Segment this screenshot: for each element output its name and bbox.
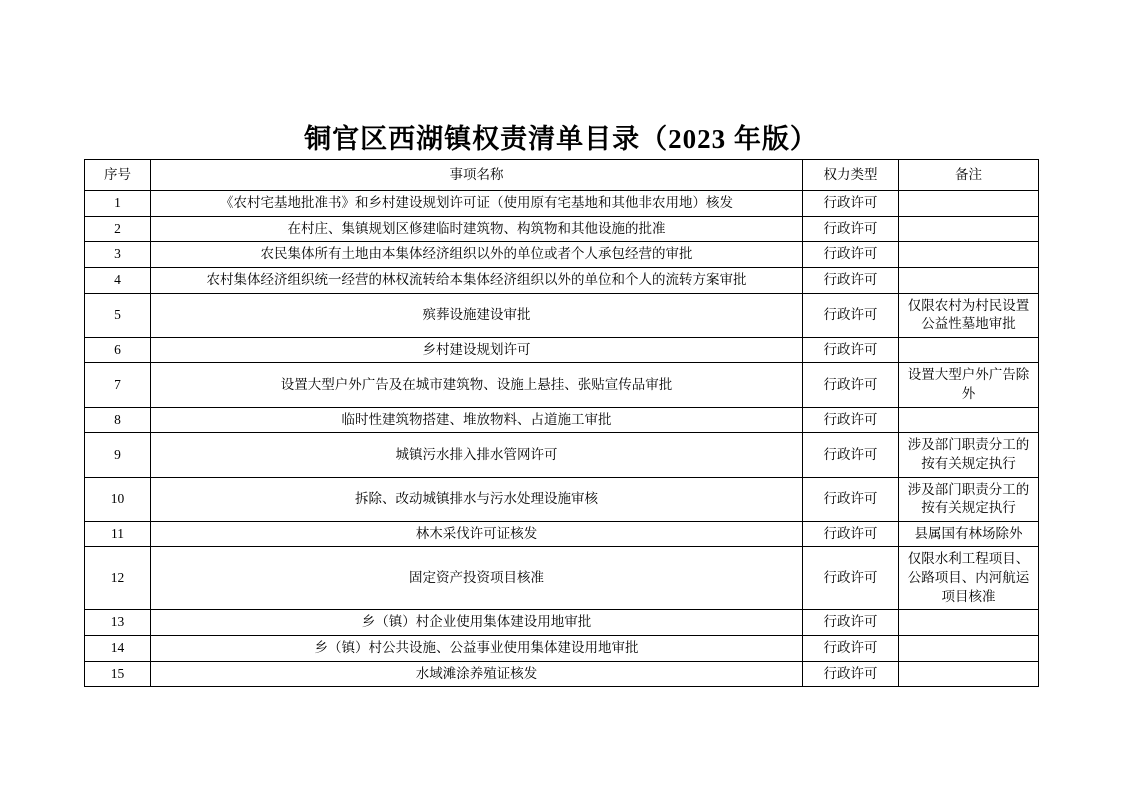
cell-type: 行政许可 [803,267,899,293]
cell-note: 涉及部门职责分工的 按有关规定执行 [899,477,1039,521]
cell-seq: 10 [85,477,151,521]
cell-note [899,191,1039,217]
cell-name: 固定资产投资项目核准 [151,547,803,610]
column-header-name: 事项名称 [151,160,803,191]
cell-seq: 5 [85,293,151,337]
cell-seq: 7 [85,363,151,407]
cell-seq: 12 [85,547,151,610]
cell-seq: 15 [85,661,151,687]
table-row [85,635,1039,661]
table-row [85,242,1039,268]
column-header-type: 权力类型 [803,160,899,191]
table-row [85,521,1039,547]
table-row [85,661,1039,687]
cell-name: 临时性建筑物搭建、堆放物料、占道施工审批 [151,407,803,433]
cell-type: 行政许可 [803,661,899,687]
cell-note [899,267,1039,293]
cell-seq: 4 [85,267,151,293]
cell-note [899,216,1039,242]
cell-type: 行政许可 [803,610,899,636]
cell-note [899,661,1039,687]
cell-type: 行政许可 [803,521,899,547]
cell-note: 县属国有林场除外 [899,521,1039,547]
cell-note [899,242,1039,268]
table-row [85,477,1039,521]
cell-note [899,337,1039,363]
cell-type: 行政许可 [803,337,899,363]
cell-name: 《农村宅基地批准书》和乡村建设规划许可证（使用原有宅基地和其他非农用地）核发 [151,191,803,217]
cell-seq: 14 [85,635,151,661]
table-row [85,610,1039,636]
cell-name: 水域滩涂养殖证核发 [151,661,803,687]
table-header-row [85,160,1039,191]
cell-type: 行政许可 [803,433,899,477]
cell-seq: 8 [85,407,151,433]
cell-name: 林木采伐许可证核发 [151,521,803,547]
cell-name: 农村集体经济组织统一经营的林权流转给本集体经济组织以外的单位和个人的流转方案审批 [151,267,803,293]
cell-type: 行政许可 [803,477,899,521]
table-row [85,216,1039,242]
table-row [85,433,1039,477]
table-row [85,407,1039,433]
cell-note: 设置大型户外广告除外 [899,363,1039,407]
cell-name: 乡村建设规划许可 [151,337,803,363]
cell-type: 行政许可 [803,191,899,217]
cell-name: 设置大型户外广告及在城市建筑物、设施上悬挂、张贴宣传品审批 [151,363,803,407]
cell-note [899,407,1039,433]
table-row [85,191,1039,217]
cell-seq: 9 [85,433,151,477]
table-row [85,337,1039,363]
cell-note: 仅限水利工程项目、 公路项目、内河航运 项目核准 [899,547,1039,610]
table-row [85,547,1039,610]
cell-seq: 13 [85,610,151,636]
cell-type: 行政许可 [803,293,899,337]
cell-seq: 2 [85,216,151,242]
power-list-table [84,159,1039,687]
column-header-seq: 序号 [85,160,151,191]
cell-name: 农民集体所有土地由本集体经济组织以外的单位或者个人承包经营的审批 [151,242,803,268]
page-title: 铜官区西湖镇权责清单目录（2023 年版） [304,124,818,154]
cell-note [899,635,1039,661]
cell-type: 行政许可 [803,635,899,661]
cell-name: 城镇污水排入排水管网许可 [151,433,803,477]
cell-note [899,610,1039,636]
cell-name: 在村庄、集镇规划区修建临时建筑物、构筑物和其他设施的批准 [151,216,803,242]
table-row [85,293,1039,337]
cell-type: 行政许可 [803,407,899,433]
cell-type: 行政许可 [803,216,899,242]
column-header-note: 备注 [899,160,1039,191]
cell-name: 拆除、改动城镇排水与污水处理设施审核 [151,477,803,521]
cell-type: 行政许可 [803,363,899,407]
cell-name: 殡葬设施建设审批 [151,293,803,337]
table-row [85,363,1039,407]
cell-seq: 6 [85,337,151,363]
cell-name: 乡（镇）村企业使用集体建设用地审批 [151,610,803,636]
table-body [85,191,1039,687]
cell-type: 行政许可 [803,547,899,610]
cell-type: 行政许可 [803,242,899,268]
cell-seq: 1 [85,191,151,217]
table-row [85,267,1039,293]
cell-seq: 3 [85,242,151,268]
cell-name: 乡（镇）村公共设施、公益事业使用集体建设用地审批 [151,635,803,661]
cell-note: 涉及部门职责分工的 按有关规定执行 [899,433,1039,477]
cell-note: 仅限农村为村民设置 公益性墓地审批 [899,293,1039,337]
cell-seq: 11 [85,521,151,547]
